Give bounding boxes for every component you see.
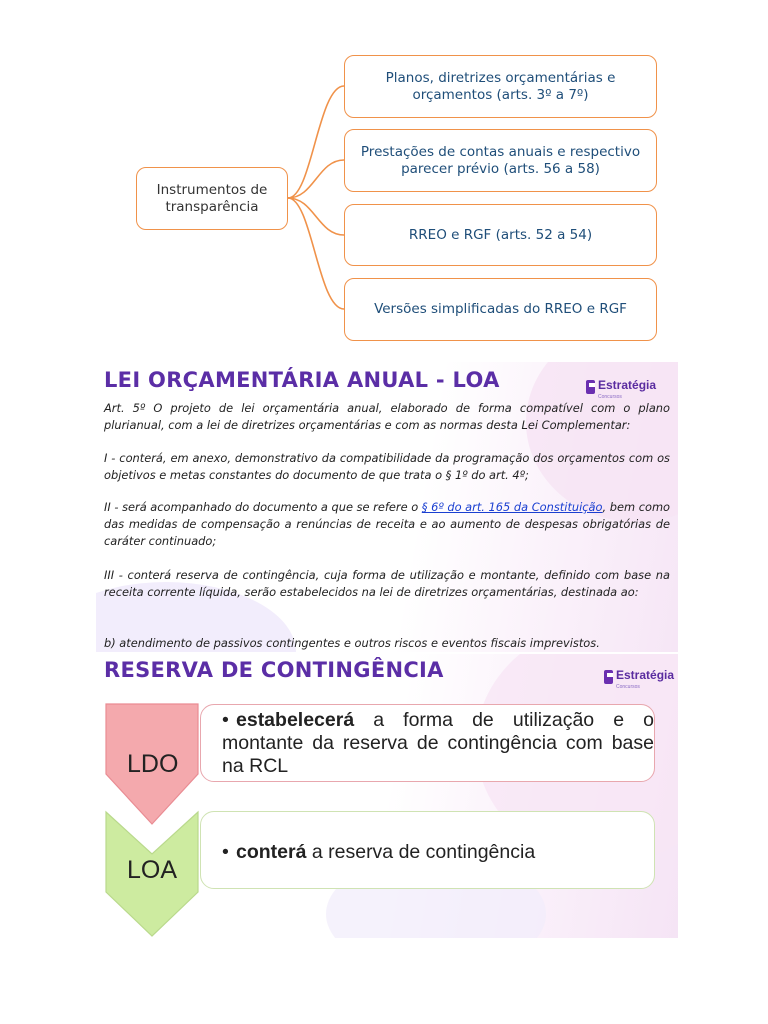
loa-description xyxy=(222,841,654,864)
mindmap-node-rreo-rgf: RREO e RGF (arts. 52 a 54) xyxy=(344,204,657,266)
logo-mark-icon xyxy=(586,380,595,394)
mindmap-node-versoes: Versões simplificadas do RREO e RGF xyxy=(344,278,657,341)
logo-text: Estratégia xyxy=(598,378,657,392)
law-inciso-iii: III - conterá reserva de contingência, cuja forma de utilização e montante, definido com base na receita corrente líquida, serão estabelecidos na lei de diretrizes orçamentárias, destinada ao: xyxy=(104,568,670,599)
law-inciso-ii-text-end: , bem como das medidas de compensação a renúncias de receita e ao aumento de despesas obrigatórias de caráter continuado; xyxy=(104,500,671,548)
loa-slide xyxy=(96,362,678,652)
loa-verb: conterá xyxy=(236,841,307,863)
chevron-graphics xyxy=(96,654,678,938)
mindmap-node-prestacoes: Prestações de contas anuais e respectivo parecer prévio (arts. 56 a 58) xyxy=(344,129,657,192)
logo-text: Estratégia xyxy=(616,668,675,682)
mindmap-root-node: Instrumentos de transparência xyxy=(136,167,288,230)
connector-1 xyxy=(288,86,344,198)
slide-title: RESERVA DE CONTINGÊNCIA xyxy=(104,658,444,682)
constituicao-link[interactable]: § 6º do art. 165 da Constituição xyxy=(421,500,603,514)
ldo-description-line1 xyxy=(222,709,654,732)
mindmap-node-planos: Planos, diretrizes orçamentárias e orçamentos (arts. 3º a 7º) xyxy=(344,55,657,118)
estrategia-logo xyxy=(586,374,656,400)
law-inciso-ii-text: II - será acompanhado do documento a que se refere o xyxy=(104,500,422,514)
bullet: • xyxy=(222,841,229,863)
ldo-description xyxy=(222,709,654,778)
law-inciso-ii xyxy=(104,499,670,550)
ldo-text-rest: montante da reserva de contingência com base na RCL xyxy=(222,732,654,777)
reserva-slide xyxy=(96,654,678,938)
logo-subtext: Concursos xyxy=(598,394,622,400)
logo-subtext: Concursos xyxy=(616,684,640,690)
law-inciso-i: I - conterá, em anexo, demonstrativo da compatibilidade da programação dos orçamentos com os objetivos e metas constantes do documento de que trata o § 1º do art. 4º; xyxy=(104,451,670,482)
ldo-label: LDO xyxy=(127,750,179,778)
ldo-verb: estabelecerá xyxy=(236,709,355,731)
slide-title: LEI ORÇAMENTÁRIA ANUAL - LOA xyxy=(104,368,500,392)
bullet: • xyxy=(222,709,229,731)
connector-4 xyxy=(288,198,344,309)
loa-text-line1: a reserva de contingência xyxy=(306,841,536,863)
law-alinea-b: b) atendimento de passivos contingentes e outros riscos e eventos fiscais imprevistos. xyxy=(104,636,600,650)
loa-label: LOA xyxy=(127,856,178,884)
transparency-mindmap xyxy=(0,0,768,350)
law-article: Art. 5º O projeto de lei orçamentária anual, elaborado de forma compatível com o plano plurianual, com a lei de diretrizes orçamentárias e com as normas desta Lei Complementar: xyxy=(104,401,670,432)
ldo-text-line1: a forma de utilização e o xyxy=(354,709,654,731)
